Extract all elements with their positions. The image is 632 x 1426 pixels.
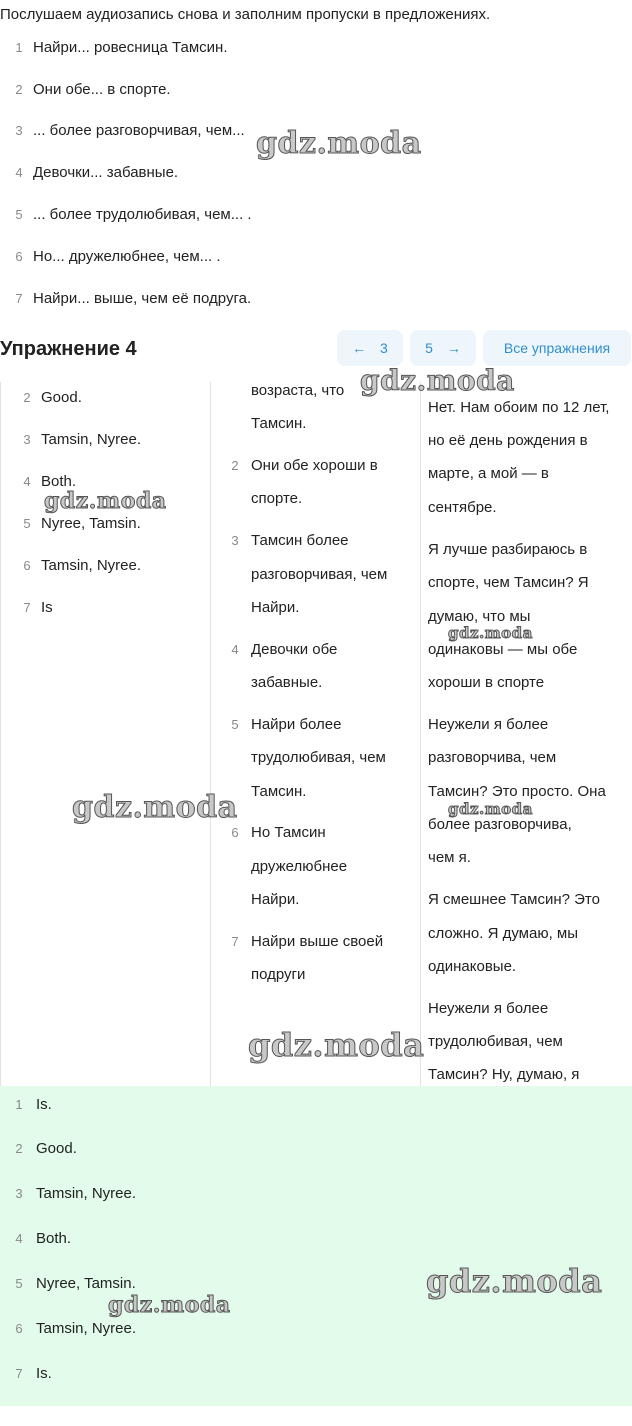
watermark: gdz.moda <box>108 1292 231 1318</box>
item-number: 7 <box>15 1366 23 1381</box>
item-number: 2 <box>15 1141 23 1156</box>
item-text: ... более трудолюбивая, чем... . <box>33 206 252 223</box>
item-number: 4 <box>15 165 23 180</box>
answer-box <box>0 1086 632 1406</box>
sentence-line: трудолюбивая, чем <box>251 749 386 766</box>
item-text: Tamsin, Nyree. <box>41 557 142 574</box>
transcript-line: Тамсин? Ну, думаю, я <box>428 1066 580 1083</box>
sentence-line: возраста, что <box>251 382 345 399</box>
item-number: 5 <box>15 1276 23 1291</box>
item-text: Они обе... в спорте. <box>33 81 171 98</box>
transcript-line: спорте, чем Тамсин? Я <box>428 574 589 591</box>
item-text: Nyree, Tamsin. <box>41 515 141 532</box>
item-number: 5 <box>15 207 23 222</box>
sentence-line: Найри выше своей <box>251 933 384 950</box>
intro-text: Послушаем аудиозапись снова и заполним пропуски в предложениях. <box>0 6 491 23</box>
item-text: ... более разговорчивая, чем... <box>33 122 245 139</box>
transcript-line: Неужели я более <box>428 716 549 733</box>
watermark: gdz.moda <box>248 1026 425 1064</box>
item-text: Good. <box>41 389 82 406</box>
list-item <box>0 204 632 226</box>
list-item <box>0 1363 632 1385</box>
next-exercise-button[interactable] <box>410 330 476 366</box>
watermark: gdz.moda <box>360 364 515 397</box>
sentence-line: Найри. <box>251 891 300 908</box>
item-text: Девочки... забавные. <box>33 164 179 181</box>
transcript-line: трудолюбивая, чем <box>428 1033 563 1050</box>
item-text: Both. <box>36 1230 72 1247</box>
list-item <box>0 1318 632 1340</box>
item-text: Is <box>41 599 53 616</box>
transcript-line: Неужели я более <box>428 1000 549 1017</box>
item-number: 4 <box>15 1231 23 1246</box>
transcript-line: более разговорчива, <box>428 816 572 833</box>
watermark: gdz.moda <box>72 790 238 825</box>
item-text: Nyree, Tamsin. <box>36 1275 136 1292</box>
item-number: 3 <box>23 432 31 447</box>
item-number: 5 <box>23 516 31 531</box>
transcript-line: марте, а мой — в <box>428 465 549 482</box>
item-number: 2 <box>23 390 31 405</box>
item-text: Is. <box>36 1096 52 1113</box>
watermark: gdz.moda <box>256 126 422 161</box>
item-text: Tamsin, Nyree. <box>36 1185 137 1202</box>
sentence-line: подруги <box>251 966 306 983</box>
item-number: 7 <box>231 934 239 949</box>
item-number: 4 <box>23 474 31 489</box>
item-number: 7 <box>23 600 31 615</box>
sentence-line: Они обе хороши в <box>251 457 378 474</box>
watermark: gdz.moda <box>448 624 533 642</box>
list-item <box>0 1138 632 1160</box>
list-item <box>0 288 632 310</box>
transcript-line: одинаковые. <box>428 958 517 975</box>
sentence-line: Но Тамсин <box>251 824 326 841</box>
list-item <box>0 162 632 184</box>
item-text: Tamsin, Nyree. <box>36 1320 137 1337</box>
sentence-line: разговорчивая, чем <box>251 566 388 583</box>
list-item <box>0 1183 632 1205</box>
list-item <box>0 1094 632 1116</box>
list-item <box>0 37 632 59</box>
transcript-line: но её день рождения в <box>428 432 588 449</box>
transcript-line: думаю, что мы <box>428 608 531 625</box>
watermark: gdz.moda <box>44 488 167 514</box>
item-text: Tamsin, Nyree. <box>41 431 142 448</box>
item-text: Но... дружелюбнее, чем... . <box>33 248 221 265</box>
next-exercise-label: 5 <box>425 340 433 356</box>
item-text: Найри... ровесница Тамсин. <box>33 39 228 56</box>
sentence-line: Найри. <box>251 599 300 616</box>
transcript-line: Я лучше разбираюсь в <box>428 541 588 558</box>
transcript-line: сентябре. <box>428 499 497 516</box>
sentence-line: дружелюбнее <box>251 858 348 875</box>
sentence-line: Девочки обе <box>251 641 338 658</box>
item-number: 6 <box>15 249 23 264</box>
sentence-line: спорте. <box>251 490 303 507</box>
item-number: 5 <box>231 717 239 732</box>
list-item <box>0 79 632 101</box>
item-number: 1 <box>15 1097 23 1112</box>
item-number: 3 <box>15 1186 23 1201</box>
item-number: 6 <box>231 825 239 840</box>
list-item <box>0 1228 632 1250</box>
item-text: Good. <box>36 1140 77 1157</box>
item-text: Is. <box>36 1365 52 1382</box>
item-number: 3 <box>15 123 23 138</box>
watermark: gdz.moda <box>448 800 533 818</box>
transcript-line: Тамсин? Это просто. Она <box>428 783 606 800</box>
arrow-left-icon: ← <box>352 340 367 356</box>
sentence-line: Тамсин более <box>251 532 349 549</box>
item-number: 1 <box>15 40 23 55</box>
transcript-line: сложно. Я думаю, мы <box>428 925 579 942</box>
sentence-line: Тамсин. <box>251 783 307 800</box>
transcript-line: чем я. <box>428 849 471 866</box>
item-number: 2 <box>231 458 239 473</box>
item-number: 3 <box>231 533 239 548</box>
item-number: 6 <box>15 1321 23 1336</box>
transcript-line: Я смешнее Тамсин? Это <box>428 891 600 908</box>
arrow-right-icon: → <box>446 340 461 356</box>
all-exercises-button[interactable]: Все упражнения <box>483 330 631 366</box>
list-item <box>0 246 632 268</box>
sentence-line: забавные. <box>251 674 323 691</box>
transcript-line: хороши в спорте <box>428 674 545 691</box>
item-number: 6 <box>23 558 31 573</box>
prev-exercise-button[interactable] <box>337 330 403 366</box>
prev-exercise-label: 3 <box>380 340 388 356</box>
item-text: Найри... выше, чем её подруга. <box>33 290 252 307</box>
item-text: Both. <box>41 473 77 490</box>
sentence-line: Найри более <box>251 716 342 733</box>
transcript-line: одинаковы — мы обе <box>428 641 578 658</box>
item-number: 7 <box>15 291 23 306</box>
item-number: 4 <box>231 642 239 657</box>
sentence-line: Тамсин. <box>251 415 307 432</box>
exercise-title: Упражнение 4 <box>0 338 137 360</box>
watermark: gdz.moda <box>426 1262 603 1300</box>
item-number: 2 <box>15 82 23 97</box>
transcript-line: Нет. Нам обоим по 12 лет, <box>428 399 610 416</box>
transcript-line: разговорчива, чем <box>428 749 557 766</box>
